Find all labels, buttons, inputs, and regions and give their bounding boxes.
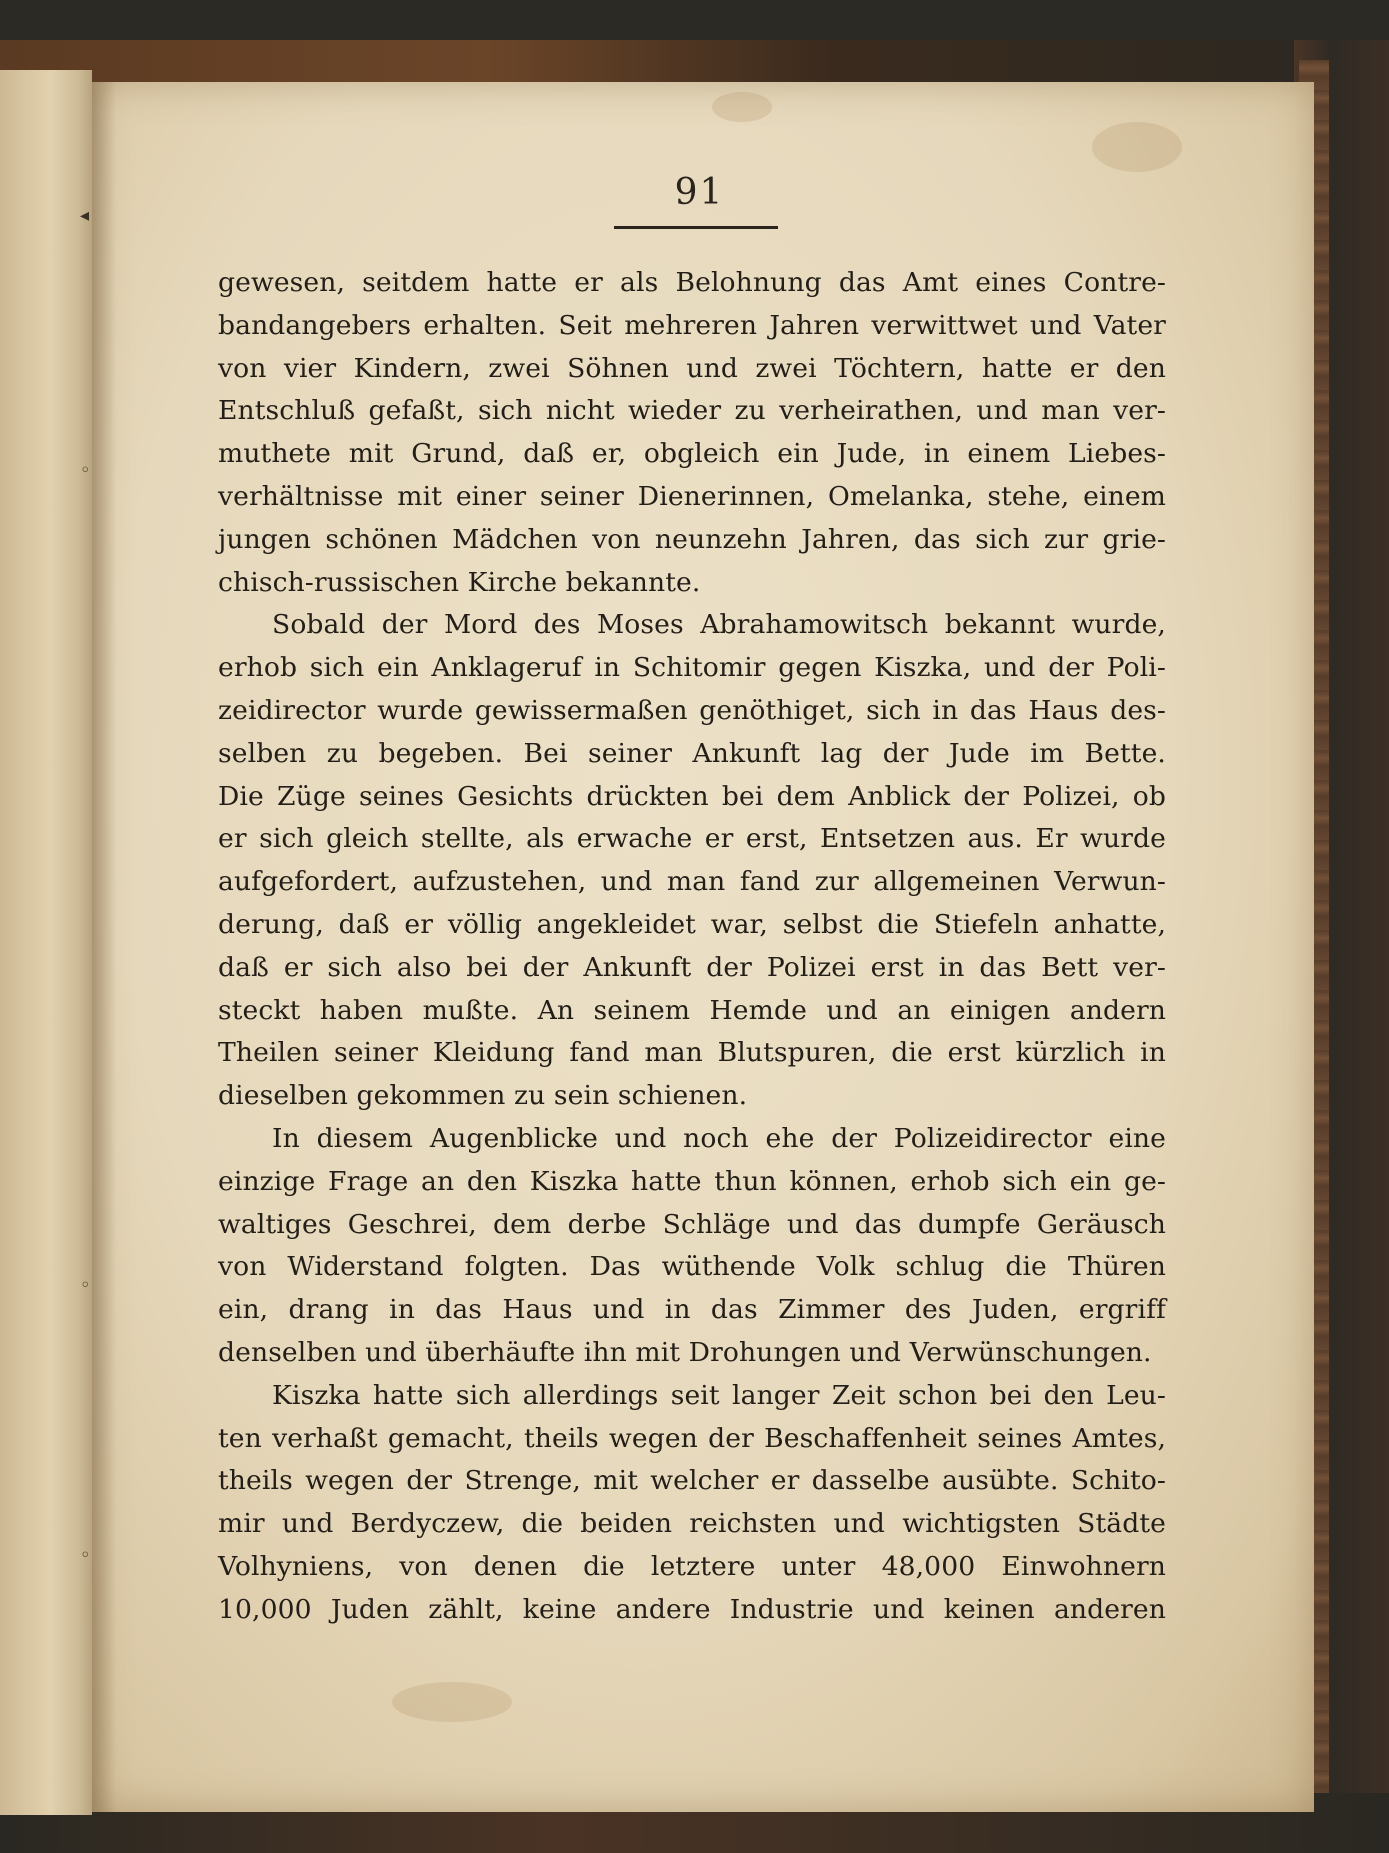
- text-line: Sobald der Mord des Moses Abrahamowitsch bekannt wurde,: [272, 609, 1166, 641]
- text-line: chisch-russischen Kirche bekannte.: [218, 566, 701, 598]
- margin-mark: ◦: [80, 460, 91, 481]
- margin-mark: ◦: [80, 1545, 91, 1566]
- page-gutter-shadow: [92, 82, 116, 1812]
- text-line: bandangebers erhalten. Seit mehreren Jahren verwittwet und Vater: [218, 309, 1166, 341]
- text-line: muthete mit Grund, daß er, obgleich ein Jude, in einem Liebes-: [218, 438, 1166, 470]
- text-line: erhob sich ein Anklageruf in Schitomir gegen Kiszka, und der Poli-: [218, 652, 1166, 684]
- text-line: Theilen seiner Kleidung fand man Blutspuren, die erst kürzlich in: [218, 1037, 1166, 1069]
- header-rule: [614, 226, 778, 229]
- text-line: Kiszka hatte sich allerdings seit langer Zeit schon bei den Leu-: [272, 1379, 1166, 1411]
- margin-mark: ◂: [80, 205, 90, 226]
- body-text: [218, 262, 1166, 1632]
- text-line: denselben und überhäufte ihn mit Drohungen und Verwünschungen.: [218, 1336, 1152, 1368]
- text-line: von Widerstand folgten. Das wüthende Volk schlug die Thüren: [218, 1251, 1166, 1283]
- text-line: ein, drang in das Haus und in das Zimmer des Juden, ergriff: [218, 1294, 1166, 1326]
- page-number: 91: [674, 172, 725, 213]
- text-line: In diesem Augenblicke und noch ehe der Polizeidirector eine: [272, 1122, 1166, 1154]
- text-line: aufgefordert, aufzustehen, und man fand zur allgemeinen Verwun-: [218, 866, 1166, 898]
- text-line: dieselben gekommen zu sein schienen.: [218, 1080, 748, 1112]
- text-line: von vier Kindern, zwei Söhnen und zwei Töchtern, hatte er den: [218, 352, 1166, 384]
- text-line: ten verhaßt gemacht, theils wegen der Beschaffenheit seines Amtes,: [218, 1422, 1166, 1454]
- text-line: Die Züge seines Gesichts drückten bei dem Anblick der Polizei, ob: [218, 780, 1166, 812]
- text-line: Entschluß gefaßt, sich nicht wieder zu verheirathen, und man ver-: [218, 395, 1166, 427]
- text-line: einzige Frage an den Kiszka hatte thun können, erhob sich ein ge-: [218, 1165, 1166, 1197]
- text-line: 10,000 Juden zählt, keine andere Industrie und keinen anderen: [218, 1593, 1166, 1625]
- margin-mark: ◦: [80, 1275, 91, 1296]
- text-line: selben zu begeben. Bei seiner Ankunft lag der Jude im Bette.: [218, 737, 1166, 769]
- text-line: theils wegen der Strenge, mit welcher er dasselbe ausübte. Schito-: [218, 1465, 1166, 1497]
- text-line: Volhyniens, von denen die letztere unter 48,000 Einwohnern: [218, 1550, 1166, 1582]
- text-line: derung, daß er völlig angekleidet war, selbst die Stiefeln anhatte,: [218, 908, 1166, 940]
- text-line: er sich gleich stellte, als erwache er erst, Entsetzen aus. Er wurde: [218, 823, 1166, 855]
- text-line: gewesen, seitdem hatte er als Belohnung das Amt eines Contre-: [218, 267, 1166, 298]
- text-line: jungen schönen Mädchen von neunzehn Jahren, das sich zur grie-: [218, 523, 1166, 555]
- text-line: verhältnisse mit einer seiner Dienerinnen, Omelanka, stehe, einem: [218, 480, 1166, 512]
- text-line: zeidirector wurde gewissermaßen genöthiget, sich in das Haus des-: [218, 694, 1166, 726]
- text-line: steckt haben mußte. An seinem Hemde und an einigen andern: [218, 994, 1166, 1026]
- text-line: daß er sich also bei der Ankunft der Polizei erst in das Bett ver-: [218, 951, 1166, 983]
- facing-page-edge: [0, 70, 92, 1815]
- text-line: mir und Berdyczew, die beiden reichsten und wichtigsten Städte: [218, 1508, 1166, 1540]
- text-line: waltiges Geschrei, dem derbe Schläge und das dumpfe Geräusch: [218, 1208, 1166, 1240]
